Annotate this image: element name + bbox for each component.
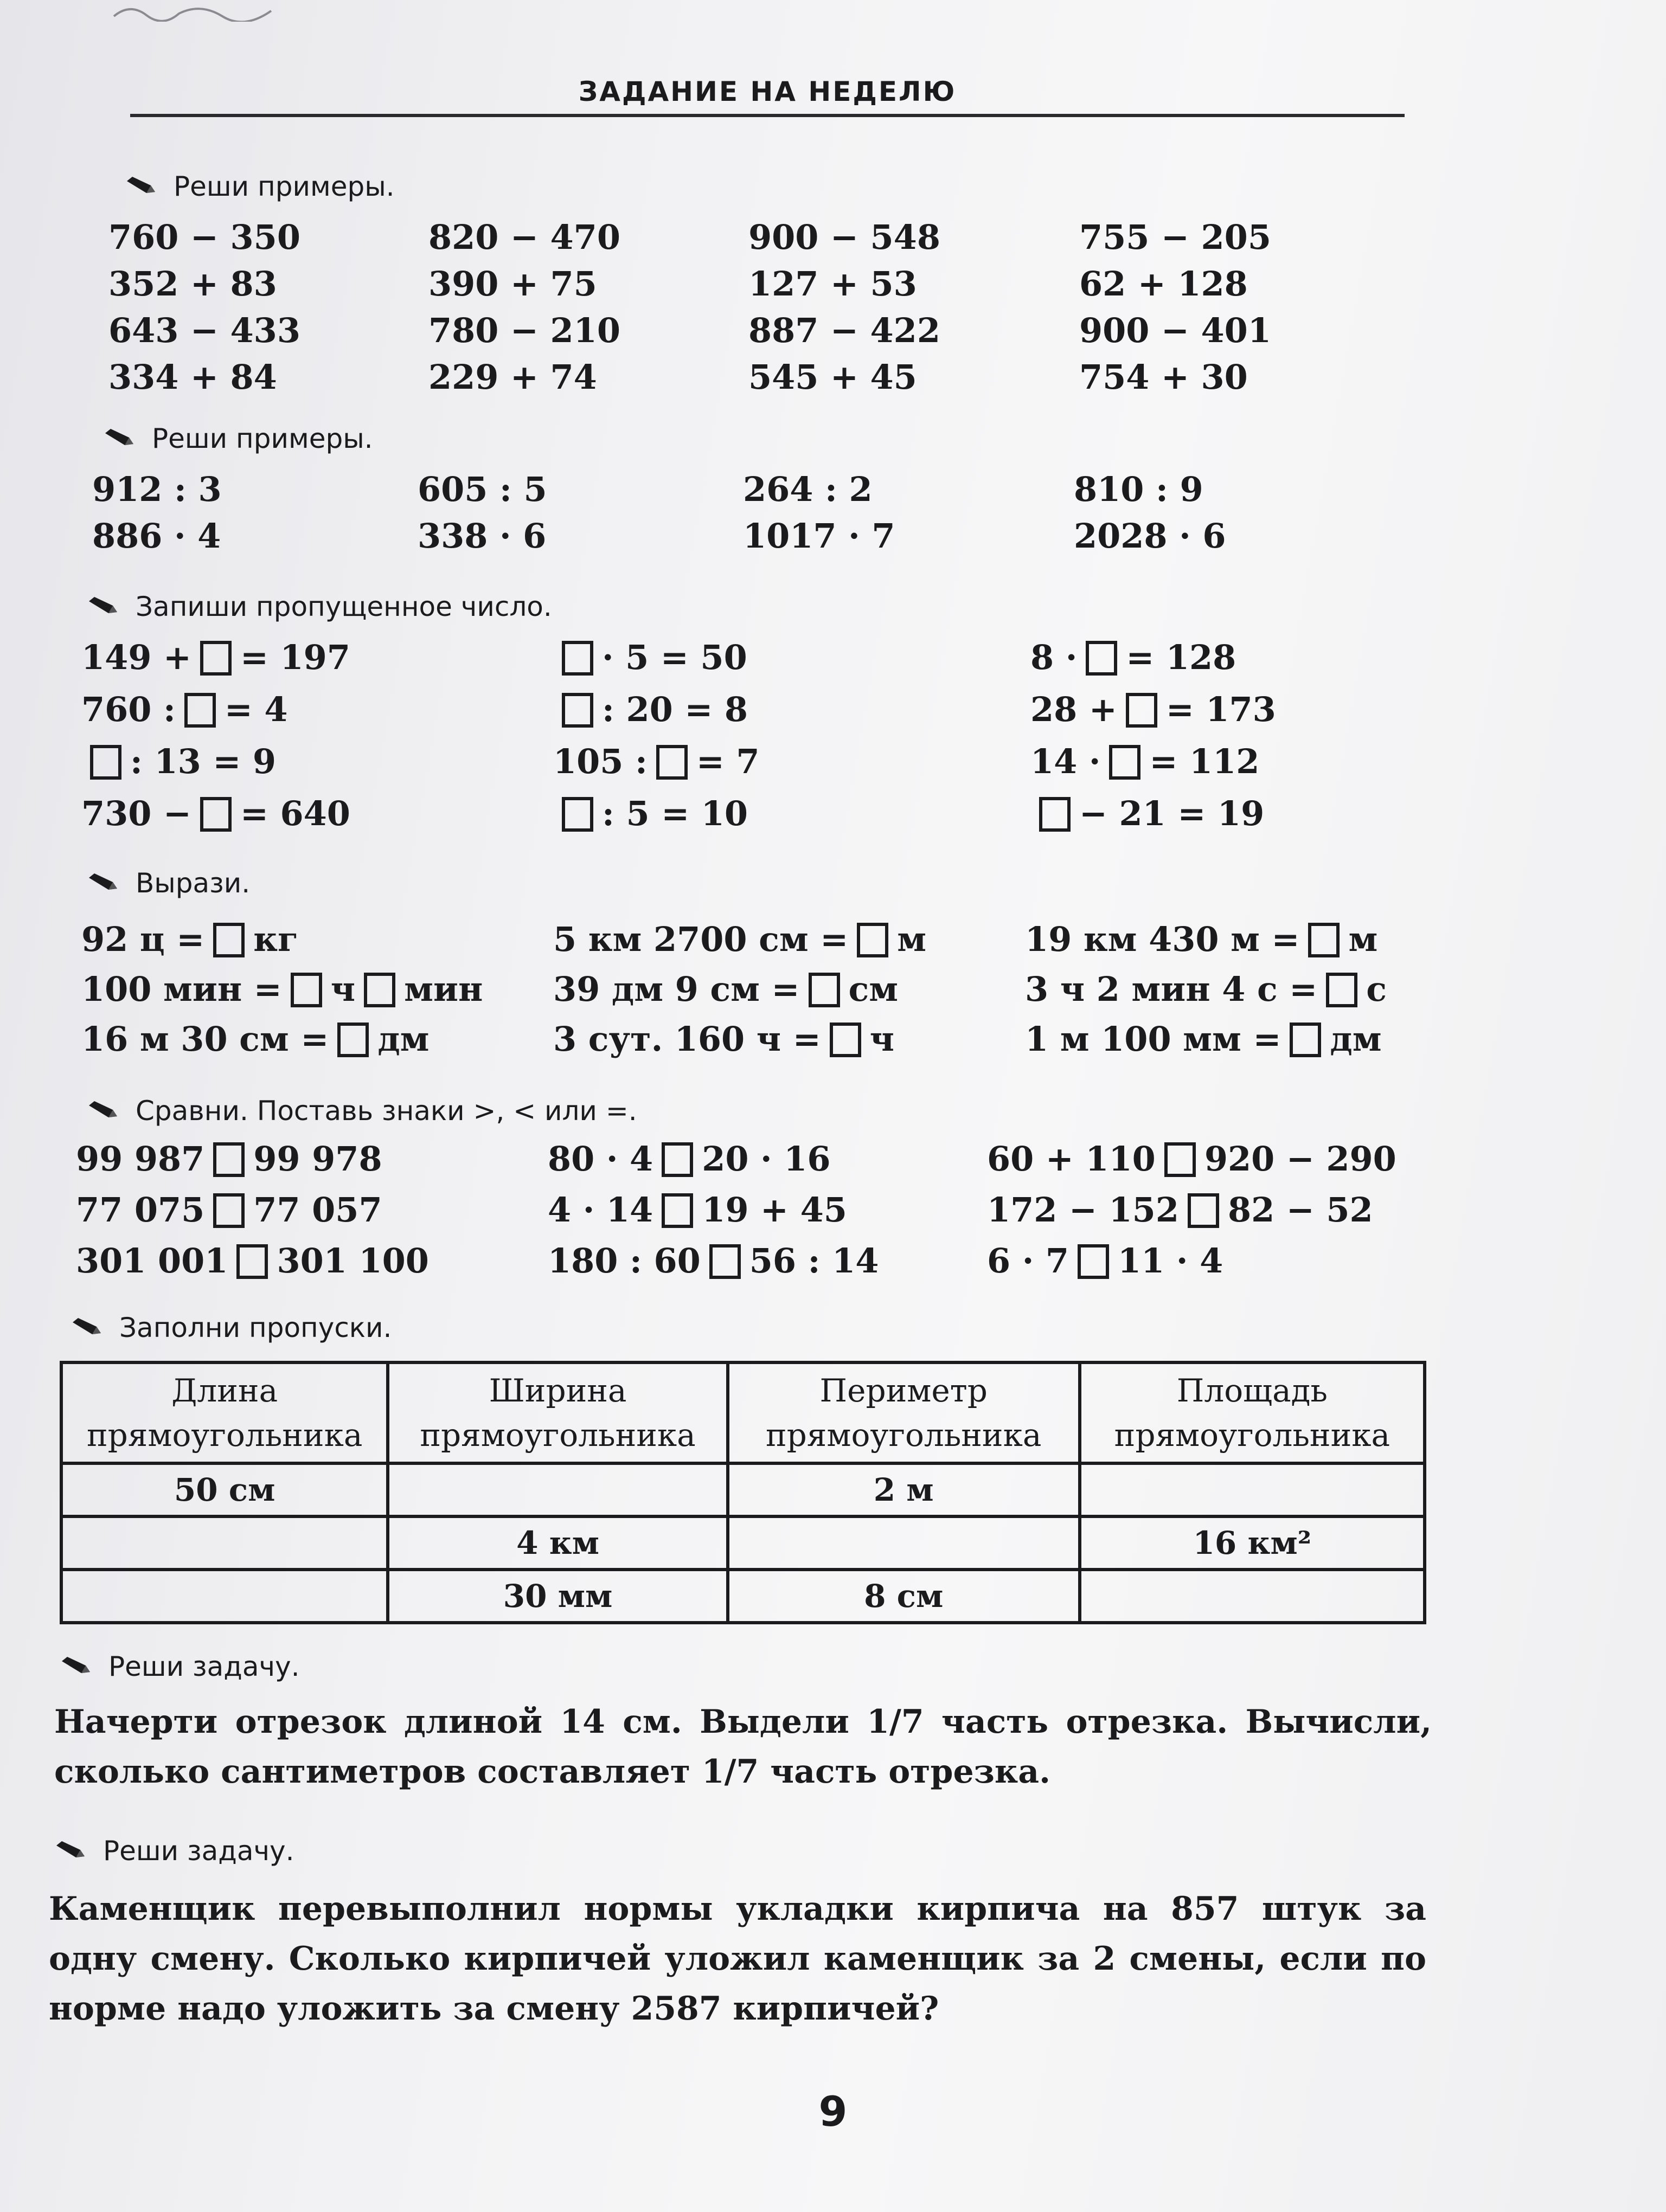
missing-number-grid bbox=[81, 634, 1410, 837]
examples-grid-2 bbox=[92, 466, 1377, 560]
table-row bbox=[61, 1463, 1425, 1516]
conversion-left: 39 дм 9 см = bbox=[553, 969, 800, 1009]
example-item: 390 + 75 bbox=[428, 264, 597, 304]
comparison-right: 301 100 bbox=[277, 1241, 429, 1281]
equation-right: = 7 bbox=[696, 742, 760, 781]
conversion-unit: кг bbox=[253, 919, 298, 959]
answer-box[interactable] bbox=[662, 1193, 693, 1228]
comparison-right: 77 057 bbox=[253, 1190, 382, 1230]
answer-box[interactable] bbox=[291, 973, 322, 1007]
answer-box[interactable] bbox=[562, 797, 593, 832]
example-item: 900 − 548 bbox=[748, 217, 940, 257]
conversion-item bbox=[81, 916, 553, 963]
example-item: 605 : 5 bbox=[418, 470, 547, 509]
conversion-item bbox=[1025, 966, 1432, 1013]
example-item: 886 · 4 bbox=[92, 516, 221, 556]
equation-right: · 5 = 50 bbox=[602, 638, 747, 677]
comparison-right: 920 − 290 bbox=[1204, 1139, 1396, 1179]
answer-box[interactable] bbox=[364, 973, 395, 1007]
comparison-left: 60 + 110 bbox=[987, 1139, 1156, 1179]
section-title: Запиши пропущенное число. bbox=[136, 591, 552, 622]
answer-box[interactable] bbox=[1086, 641, 1117, 676]
answer-box[interactable] bbox=[337, 1023, 369, 1057]
comparison-left: 4 · 14 bbox=[548, 1190, 653, 1230]
equation-left: 730 − bbox=[81, 794, 191, 833]
comparison-right: 99 978 bbox=[253, 1139, 382, 1179]
example-item: 810 : 9 bbox=[1074, 470, 1203, 509]
conversion-left: 5 км 2700 см = bbox=[553, 919, 849, 959]
answer-box[interactable] bbox=[213, 1142, 245, 1177]
example-item: 643 − 433 bbox=[108, 311, 300, 350]
conversion-unit: м bbox=[897, 919, 927, 959]
comparison-item bbox=[76, 1136, 548, 1182]
pencil-icon bbox=[87, 872, 120, 894]
conversion-left: 16 м 30 см = bbox=[81, 1019, 329, 1059]
equation-right: = 128 bbox=[1126, 638, 1236, 677]
handwritten-scribble bbox=[108, 0, 293, 22]
answer-box[interactable] bbox=[809, 973, 840, 1007]
example-item: 755 − 205 bbox=[1079, 217, 1271, 257]
page-number: 9 bbox=[818, 2087, 848, 2136]
equation-item bbox=[81, 634, 553, 681]
answer-box[interactable] bbox=[200, 797, 232, 832]
compare-grid bbox=[76, 1136, 1432, 1284]
equation-right: = 640 bbox=[240, 794, 350, 833]
example-item: 545 + 45 bbox=[748, 357, 917, 397]
example-item: 229 + 74 bbox=[428, 357, 597, 397]
section-title: Вырази. bbox=[136, 867, 251, 899]
example-item: 780 − 210 bbox=[428, 311, 620, 350]
table-row bbox=[61, 1516, 1425, 1570]
examples-grid-1 bbox=[108, 214, 1383, 401]
equation-left: 28 + bbox=[1030, 690, 1117, 729]
answer-box[interactable] bbox=[562, 641, 593, 676]
page-title: ЗАДАНИЕ НА НЕДЕЛЮ bbox=[578, 76, 957, 107]
section-title: Заполни пропуски. bbox=[119, 1312, 392, 1343]
answer-box[interactable] bbox=[200, 641, 232, 676]
comparison-left: 172 − 152 bbox=[987, 1190, 1179, 1230]
column-header: Ширина прямоугольника bbox=[388, 1362, 727, 1463]
pencil-icon bbox=[87, 596, 120, 618]
section-heading-examples-2 bbox=[103, 423, 373, 454]
section-title: Сравни. Поставь знаки >, < или =. bbox=[136, 1095, 637, 1127]
answer-box[interactable] bbox=[662, 1142, 693, 1177]
section-title: Реши задачу. bbox=[108, 1651, 300, 1682]
conversion-left: 100 мин = bbox=[81, 969, 282, 1009]
comparison-right: 20 · 16 bbox=[702, 1139, 831, 1179]
comparison-item bbox=[548, 1238, 987, 1284]
section-heading-task-1 bbox=[60, 1651, 300, 1682]
section-heading-express bbox=[87, 867, 250, 899]
column-header: Площадь прямоугольника bbox=[1080, 1362, 1425, 1463]
pencil-icon bbox=[54, 1840, 88, 1862]
conversion-item bbox=[553, 1016, 1025, 1063]
column-header: Периметр прямоугольника bbox=[728, 1362, 1080, 1463]
example-item: 62 + 128 bbox=[1079, 264, 1248, 304]
comparison-left: 77 075 bbox=[76, 1190, 205, 1230]
equation-item bbox=[1030, 686, 1410, 733]
comparison-right: 56 : 14 bbox=[749, 1241, 879, 1281]
conversion-unit: с bbox=[1366, 969, 1387, 1009]
conversion-unit: ч bbox=[869, 1019, 895, 1059]
answer-box[interactable] bbox=[184, 693, 216, 728]
equation-item bbox=[81, 686, 553, 733]
task-1-text: Начерти отрезок длиной 14 см. Выдели 1/7 часть отрезка. Вычисли, сколько сантиметров составляет 1/7 часть отрезка. bbox=[54, 1703, 1432, 1791]
column-header: Длина прямоугольника bbox=[61, 1362, 388, 1463]
comparison-right: 19 + 45 bbox=[702, 1190, 847, 1230]
equation-item bbox=[553, 790, 1030, 837]
comparison-right: 11 · 4 bbox=[1118, 1241, 1223, 1281]
table-cell[interactable]: 8 см bbox=[728, 1570, 1080, 1623]
conversion-left: 1 м 100 мм = bbox=[1025, 1019, 1281, 1059]
example-item: 754 + 30 bbox=[1079, 357, 1248, 397]
example-item: 2028 · 6 bbox=[1074, 516, 1226, 556]
equation-item bbox=[553, 634, 1030, 681]
example-item: 334 + 84 bbox=[108, 357, 277, 397]
task-2-text: Каменщик перевыполнил нормы укладки кирпича на 857 штук за одну смену. Сколько кирпичей уложил каменщик за 2 смены, если по норме надо уложить за смену 2587 кирпичей? bbox=[49, 1890, 1426, 2028]
comparison-item bbox=[987, 1187, 1432, 1233]
conversion-item bbox=[81, 966, 553, 1013]
comparison-left: 180 : 60 bbox=[548, 1241, 701, 1281]
equation-right: = 4 bbox=[224, 690, 288, 729]
pencil-icon bbox=[103, 428, 137, 449]
conversion-unit: дм bbox=[377, 1019, 430, 1059]
section-title: Реши задачу. bbox=[103, 1835, 294, 1867]
answer-box[interactable] bbox=[213, 1193, 245, 1228]
table-cell[interactable]: 50 см bbox=[61, 1463, 388, 1516]
comparison-left: 80 · 4 bbox=[548, 1139, 653, 1179]
answer-box[interactable] bbox=[1326, 973, 1357, 1007]
comparison-item bbox=[987, 1136, 1432, 1182]
express-grid bbox=[81, 916, 1432, 1063]
conversion-item bbox=[553, 966, 1025, 1013]
conversion-unit: дм bbox=[1330, 1019, 1382, 1059]
section-heading-examples-1 bbox=[125, 171, 395, 202]
conversion-left: 3 ч 2 мин 4 с = bbox=[1025, 969, 1318, 1009]
table-row bbox=[61, 1570, 1425, 1623]
header-divider bbox=[130, 114, 1405, 117]
comparison-left: 99 987 bbox=[76, 1139, 205, 1179]
answer-box[interactable] bbox=[1164, 1142, 1196, 1177]
answer-box[interactable] bbox=[830, 1023, 861, 1057]
section-heading-task-2 bbox=[54, 1835, 294, 1867]
table-cell[interactable] bbox=[1080, 1570, 1425, 1623]
comparison-item bbox=[548, 1187, 987, 1233]
answer-box[interactable] bbox=[1290, 1023, 1321, 1057]
equation-right: : 20 = 8 bbox=[602, 690, 748, 729]
conversion-item bbox=[553, 916, 1025, 963]
comparison-item bbox=[76, 1238, 548, 1284]
conversion-item bbox=[1025, 916, 1432, 963]
equation-item bbox=[553, 686, 1030, 733]
conversion-item bbox=[81, 1016, 553, 1063]
answer-box[interactable] bbox=[1078, 1244, 1109, 1279]
answer-box[interactable] bbox=[90, 745, 121, 780]
comparison-item bbox=[76, 1187, 548, 1233]
answer-box[interactable] bbox=[1188, 1193, 1219, 1228]
answer-box[interactable] bbox=[562, 693, 593, 728]
table-cell[interactable]: 4 км bbox=[388, 1516, 727, 1570]
conversion-left: 3 сут. 160 ч = bbox=[553, 1019, 821, 1059]
table-cell[interactable] bbox=[388, 1463, 727, 1516]
equation-item bbox=[1030, 738, 1410, 785]
answer-box[interactable] bbox=[709, 1244, 741, 1279]
equation-item bbox=[1030, 634, 1410, 681]
equation-right: = 112 bbox=[1149, 742, 1260, 781]
comparison-right: 82 − 52 bbox=[1227, 1190, 1373, 1230]
table-cell[interactable]: 2 м bbox=[728, 1463, 1080, 1516]
equation-right: : 5 = 10 bbox=[602, 794, 748, 833]
comparison-item bbox=[987, 1238, 1432, 1284]
answer-box[interactable] bbox=[1126, 693, 1157, 728]
answer-box[interactable] bbox=[656, 745, 688, 780]
example-item: 820 − 470 bbox=[428, 217, 620, 257]
example-item: 352 + 83 bbox=[108, 264, 277, 304]
answer-box[interactable] bbox=[857, 923, 888, 957]
comparison-left: 6 · 7 bbox=[987, 1241, 1069, 1281]
conversion-left: 92 ц = bbox=[81, 919, 205, 959]
equation-left: 149 + bbox=[81, 638, 191, 677]
equation-left: 760 : bbox=[81, 690, 176, 729]
section-heading-fill-table bbox=[71, 1312, 392, 1343]
example-item: 887 − 422 bbox=[748, 311, 940, 350]
rectangle-table bbox=[60, 1361, 1426, 1624]
example-item: 1017 · 7 bbox=[743, 516, 895, 556]
conversion-unit: м bbox=[1348, 919, 1378, 959]
section-heading-compare bbox=[87, 1095, 637, 1127]
example-item: 760 − 350 bbox=[108, 217, 300, 257]
equation-right: = 173 bbox=[1165, 690, 1276, 729]
equation-item bbox=[1030, 790, 1410, 837]
pencil-icon bbox=[60, 1656, 93, 1677]
table-cell[interactable] bbox=[61, 1570, 388, 1623]
answer-box[interactable] bbox=[1039, 797, 1071, 832]
conversion-left: 19 км 430 м = bbox=[1025, 919, 1300, 959]
pencil-icon bbox=[87, 1100, 120, 1122]
conversion-unit: ч bbox=[330, 969, 356, 1009]
pencil-icon bbox=[125, 176, 158, 197]
equation-right: − 21 = 19 bbox=[1079, 794, 1265, 833]
example-item: 912 : 3 bbox=[92, 470, 222, 509]
equation-left: 14 · bbox=[1030, 742, 1101, 781]
equation-right: = 197 bbox=[240, 638, 350, 677]
section-title: Реши примеры. bbox=[174, 171, 395, 202]
table-cell[interactable]: 30 мм bbox=[388, 1570, 727, 1623]
section-title: Реши примеры. bbox=[152, 423, 373, 454]
equation-item bbox=[81, 790, 553, 837]
answer-box[interactable] bbox=[236, 1244, 268, 1279]
table-cell[interactable] bbox=[728, 1516, 1080, 1570]
example-item: 264 : 2 bbox=[743, 470, 873, 509]
equation-left: 8 · bbox=[1030, 638, 1078, 677]
table-header-row bbox=[61, 1362, 1425, 1463]
answer-box[interactable] bbox=[1308, 923, 1340, 957]
equation-item bbox=[553, 738, 1030, 785]
table-cell[interactable] bbox=[61, 1516, 388, 1570]
example-item: 900 − 401 bbox=[1079, 311, 1271, 350]
section-heading-missing-number bbox=[87, 591, 552, 622]
page-header bbox=[130, 70, 1405, 136]
conversion-unit: см bbox=[848, 969, 899, 1009]
pencil-icon bbox=[71, 1317, 104, 1339]
comparison-item bbox=[548, 1136, 987, 1182]
comparison-left: 301 001 bbox=[76, 1241, 228, 1281]
conversion-unit: мин bbox=[404, 969, 483, 1009]
equation-item bbox=[81, 738, 553, 785]
answer-box[interactable] bbox=[1109, 745, 1140, 780]
example-item: 127 + 53 bbox=[748, 264, 917, 304]
table-cell[interactable]: 16 км² bbox=[1080, 1516, 1425, 1570]
conversion-item bbox=[1025, 1016, 1432, 1063]
table-cell[interactable] bbox=[1080, 1463, 1425, 1516]
equation-left: 105 : bbox=[553, 742, 648, 781]
answer-box[interactable] bbox=[213, 923, 245, 957]
example-item: 338 · 6 bbox=[418, 516, 547, 556]
equation-right: : 13 = 9 bbox=[130, 742, 277, 781]
